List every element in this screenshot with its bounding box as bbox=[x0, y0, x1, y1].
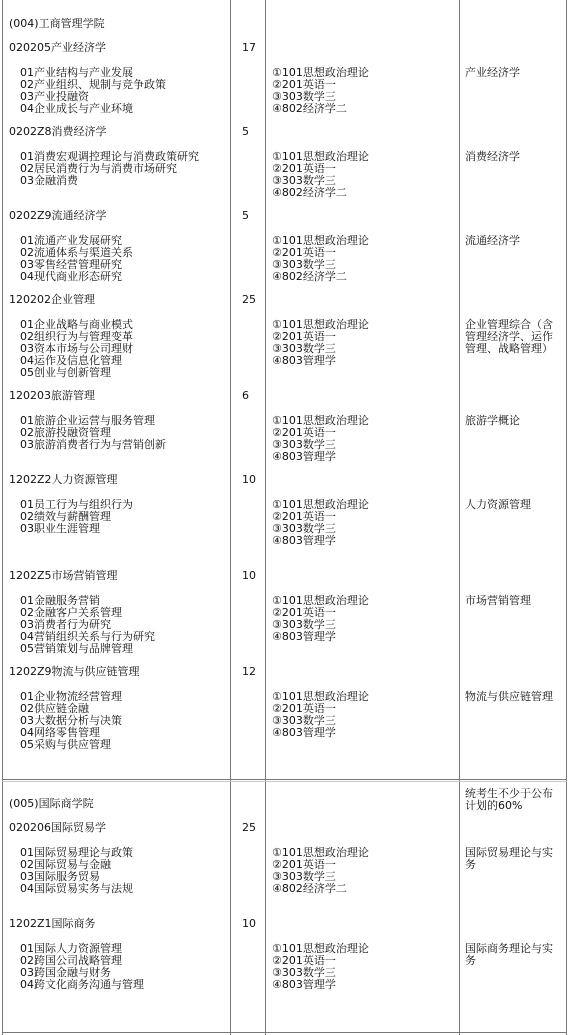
major-quota: 10 bbox=[242, 473, 256, 486]
exam-item: ①101思想政治理论 bbox=[272, 690, 369, 703]
exam-subjects bbox=[272, 235, 369, 283]
exam-item: ③303数学三 bbox=[272, 90, 336, 103]
major-quota: 12 bbox=[242, 665, 256, 678]
table-border-bottom bbox=[2, 1032, 567, 1033]
direction-item: 02金融客户关系管理 bbox=[20, 606, 122, 619]
direction-item: 01国际贸易理论与政策 bbox=[20, 846, 133, 859]
direction-item: 02供应链金融 bbox=[20, 702, 89, 715]
exam-item: ③303数学三 bbox=[272, 870, 336, 883]
major-quota: 10 bbox=[242, 917, 256, 930]
exam-item: ③303数学三 bbox=[272, 966, 336, 979]
direction-item: 03旅游消费者行为与营销创新 bbox=[20, 438, 166, 451]
column-divider bbox=[230, 0, 231, 1035]
plan-note: 统考生不少于公布计划的60% bbox=[465, 787, 553, 812]
major-code-name: 1202Z2人力资源管理 bbox=[9, 473, 118, 486]
major-code-name: 020206国际贸易学 bbox=[9, 821, 106, 834]
direction-item: 04现代商业形态研究 bbox=[20, 270, 122, 283]
exam-subjects bbox=[272, 499, 369, 547]
exam-item: ①101思想政治理论 bbox=[272, 318, 369, 331]
major-code-name: 0202Z8消费经济学 bbox=[9, 125, 107, 138]
exam-item: ③303数学三 bbox=[272, 342, 336, 355]
exam-item: ④803管理学 bbox=[272, 726, 336, 739]
direction-item: 01金融服务营销 bbox=[20, 594, 100, 607]
retest-subject: 流通经济学 bbox=[465, 234, 520, 247]
major-code-name: 020205产业经济学 bbox=[9, 41, 106, 54]
exam-item: ④803管理学 bbox=[272, 354, 336, 367]
retest-subject: 旅游学概论 bbox=[465, 414, 520, 427]
exam-subjects bbox=[272, 319, 369, 367]
exam-item: ②201英语一 bbox=[272, 510, 336, 523]
research-directions bbox=[20, 415, 166, 451]
direction-item: 05营销策划与品牌管理 bbox=[20, 642, 133, 655]
exam-item: ④803管理学 bbox=[272, 630, 336, 643]
direction-item: 04网络零售管理 bbox=[20, 726, 100, 739]
direction-item: 03资本市场与公司理财 bbox=[20, 342, 133, 355]
research-directions bbox=[20, 319, 133, 379]
exam-item: ④803管理学 bbox=[272, 978, 336, 991]
exam-item: ①101思想政治理论 bbox=[272, 846, 369, 859]
retest-subject: 产业经济学 bbox=[465, 66, 520, 79]
direction-item: 04跨文化商务沟通与管理 bbox=[20, 978, 144, 991]
school-divider bbox=[2, 779, 567, 780]
exam-item: ②201英语一 bbox=[272, 606, 336, 619]
exam-subjects bbox=[272, 415, 369, 463]
exam-item: ②201英语一 bbox=[272, 162, 336, 175]
column-divider bbox=[459, 0, 460, 1035]
retest-subject: 物流与供应链管理 bbox=[465, 690, 553, 703]
retest-subject: 企业管理综合（含管理经济学、运作管理、战略管理） bbox=[465, 318, 553, 355]
direction-item: 01产业结构与产业发展 bbox=[20, 66, 133, 79]
exam-item: ①101思想政治理论 bbox=[272, 150, 369, 163]
direction-item: 02旅游投融资管理 bbox=[20, 426, 111, 439]
exam-subjects bbox=[272, 943, 369, 991]
direction-item: 04企业成长与产业环境 bbox=[20, 102, 133, 115]
major-quota: 10 bbox=[242, 569, 256, 582]
direction-item: 04运作及信息化管理 bbox=[20, 354, 122, 367]
exam-item: ②201英语一 bbox=[272, 702, 336, 715]
table-border-left bbox=[2, 0, 3, 1035]
exam-subjects bbox=[272, 151, 369, 199]
major-code-name: 120203旅游管理 bbox=[9, 389, 95, 402]
exam-item: ④802经济学二 bbox=[272, 882, 347, 895]
exam-item: ③303数学三 bbox=[272, 174, 336, 187]
direction-item: 02流通体系与渠道关系 bbox=[20, 246, 133, 259]
direction-item: 01流通产业发展研究 bbox=[20, 234, 122, 247]
direction-item: 02国际贸易与金融 bbox=[20, 858, 111, 871]
direction-item: 01员工行为与组织行为 bbox=[20, 498, 133, 511]
exam-item: ①101思想政治理论 bbox=[272, 414, 369, 427]
direction-item: 03零售经营管理研究 bbox=[20, 258, 122, 271]
exam-subjects bbox=[272, 847, 369, 895]
retest-subject: 人力资源管理 bbox=[465, 498, 531, 511]
research-directions bbox=[20, 691, 122, 751]
exam-item: ②201英语一 bbox=[272, 858, 336, 871]
research-directions bbox=[20, 235, 133, 283]
exam-item: ④802经济学二 bbox=[272, 186, 347, 199]
research-directions bbox=[20, 847, 133, 895]
direction-item: 01消费宏观调控理论与消费政策研究 bbox=[20, 150, 199, 163]
exam-item: ①101思想政治理论 bbox=[272, 498, 369, 511]
exam-item: ②201英语一 bbox=[272, 954, 336, 967]
exam-item: ③303数学三 bbox=[272, 258, 336, 271]
major-quota: 6 bbox=[242, 389, 249, 402]
research-directions bbox=[20, 943, 144, 991]
major-code-name: 120202企业管理 bbox=[9, 293, 95, 306]
direction-item: 02居民消费行为与消费市场研究 bbox=[20, 162, 177, 175]
exam-subjects bbox=[272, 691, 369, 739]
research-directions bbox=[20, 151, 199, 187]
direction-item: 02绩效与薪酬管理 bbox=[20, 510, 111, 523]
direction-item: 05采购与供应管理 bbox=[20, 738, 111, 751]
research-directions bbox=[20, 499, 133, 535]
direction-item: 03消费者行为研究 bbox=[20, 618, 111, 631]
major-code-name: 1202Z1国际商务 bbox=[9, 917, 96, 930]
direction-item: 02组织行为与管理变革 bbox=[20, 330, 133, 343]
retest-subject: 国际商务理论与实务 bbox=[465, 942, 553, 967]
exam-item: ①101思想政治理论 bbox=[272, 66, 369, 79]
exam-item: ②201英语一 bbox=[272, 246, 336, 259]
exam-item: ③303数学三 bbox=[272, 438, 336, 451]
research-directions bbox=[20, 595, 155, 655]
direction-item: 01企业战略与商业模式 bbox=[20, 318, 133, 331]
major-quota: 5 bbox=[242, 209, 249, 222]
major-quota: 25 bbox=[242, 821, 256, 834]
exam-item: ①101思想政治理论 bbox=[272, 942, 369, 955]
school-name: (004)工商管理学院 bbox=[9, 17, 105, 30]
retest-subject: 消费经济学 bbox=[465, 150, 520, 163]
exam-item: ②201英语一 bbox=[272, 78, 336, 91]
exam-item: ④802经济学二 bbox=[272, 270, 347, 283]
exam-item: ③303数学三 bbox=[272, 714, 336, 727]
direction-item: 01国际人力资源管理 bbox=[20, 942, 122, 955]
direction-item: 01旅游企业运营与服务管理 bbox=[20, 414, 155, 427]
exam-subjects bbox=[272, 67, 369, 115]
exam-item: ①101思想政治理论 bbox=[272, 594, 369, 607]
exam-item: ③303数学三 bbox=[272, 618, 336, 631]
direction-item: 03大数据分析与决策 bbox=[20, 714, 122, 727]
direction-item: 03国际服务贸易 bbox=[20, 870, 100, 883]
exam-item: ②201英语一 bbox=[272, 426, 336, 439]
major-code-name: 0202Z9流通经济学 bbox=[9, 209, 107, 222]
direction-item: 02跨国公司战略管理 bbox=[20, 954, 122, 967]
exam-item: ①101思想政治理论 bbox=[272, 234, 369, 247]
research-directions bbox=[20, 67, 166, 115]
exam-item: ③303数学三 bbox=[272, 522, 336, 535]
major-code-name: 1202Z5市场营销管理 bbox=[9, 569, 118, 582]
direction-item: 03金融消费 bbox=[20, 174, 78, 187]
exam-item: ④803管理学 bbox=[272, 450, 336, 463]
school-divider-shadow bbox=[2, 781, 567, 782]
direction-item: 04营销组织关系与行为研究 bbox=[20, 630, 155, 643]
exam-item: ②201英语一 bbox=[272, 330, 336, 343]
major-quota: 5 bbox=[242, 125, 249, 138]
major-quota: 17 bbox=[242, 41, 256, 54]
retest-subject: 国际贸易理论与实务 bbox=[465, 846, 553, 871]
column-divider bbox=[265, 0, 266, 1035]
direction-item: 03职业生涯管理 bbox=[20, 522, 100, 535]
direction-item: 04国际贸易实务与法规 bbox=[20, 882, 133, 895]
major-quota: 25 bbox=[242, 293, 256, 306]
exam-subjects bbox=[272, 595, 369, 643]
retest-subject: 市场营销管理 bbox=[465, 594, 531, 607]
direction-item: 02产业组织、规制与竞争政策 bbox=[20, 78, 166, 91]
exam-item: ④802经济学二 bbox=[272, 102, 347, 115]
direction-item: 03跨国金融与财务 bbox=[20, 966, 111, 979]
major-code-name: 1202Z9物流与供应链管理 bbox=[9, 665, 140, 678]
direction-item: 03产业投融资 bbox=[20, 90, 89, 103]
table-border-right bbox=[566, 0, 567, 1035]
direction-item: 01企业物流经营管理 bbox=[20, 690, 122, 703]
direction-item: 05创业与创新管理 bbox=[20, 366, 111, 379]
exam-item: ④803管理学 bbox=[272, 534, 336, 547]
school-name: (005)国际商学院 bbox=[9, 797, 94, 810]
